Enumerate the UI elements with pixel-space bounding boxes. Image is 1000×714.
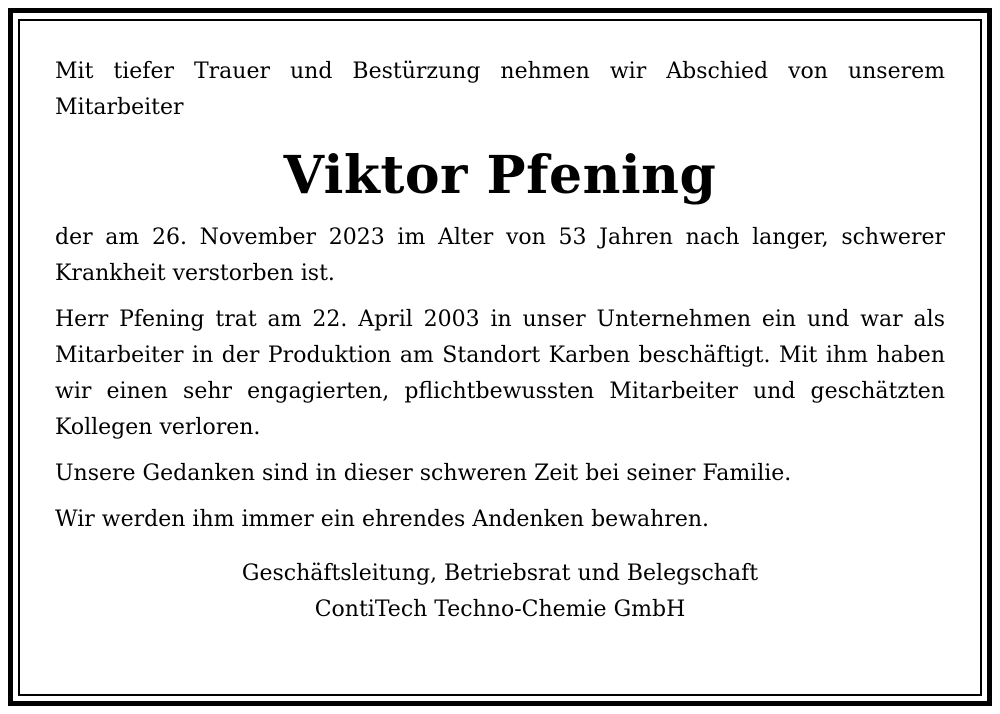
signature-block bbox=[55, 556, 945, 628]
obituary-notice bbox=[55, 54, 945, 628]
paragraph-family: Unsere Gedanken sind in dieser schweren Zeit bei seiner Familie. bbox=[55, 461, 792, 486]
paragraph-remembrance: Wir werden ihm immer ein ehrendes Andenken bewahren. bbox=[55, 507, 710, 532]
intro-text: Mit tiefer Trauer und Bestürzung nehmen wir Abschied von unserem Mitarbeiter bbox=[55, 59, 945, 120]
signature-line-1: Geschäftsleitung, Betriebsrat und Belegschaft bbox=[241, 561, 759, 586]
deceased-name: Viktor Pfening bbox=[283, 145, 717, 206]
paragraph-death-notice: der am 26. November 2023 im Alter von 53 Jahren nach langer, schwerer Krankheit verstorben ist. bbox=[55, 225, 945, 286]
paragraph-career: Herr Pfening trat am 22. April 2003 in unser Unternehmen ein und war als Mitarbeiter in der Produktion am Standort Karben beschäftigt. Mit ihm haben wir einen sehr engagierten, pflichtbewussten Mitarbeiter und geschätzten Kollegen verloren. bbox=[55, 307, 945, 440]
signature-line-2: ContiTech Techno-Chemie GmbH bbox=[314, 597, 686, 622]
